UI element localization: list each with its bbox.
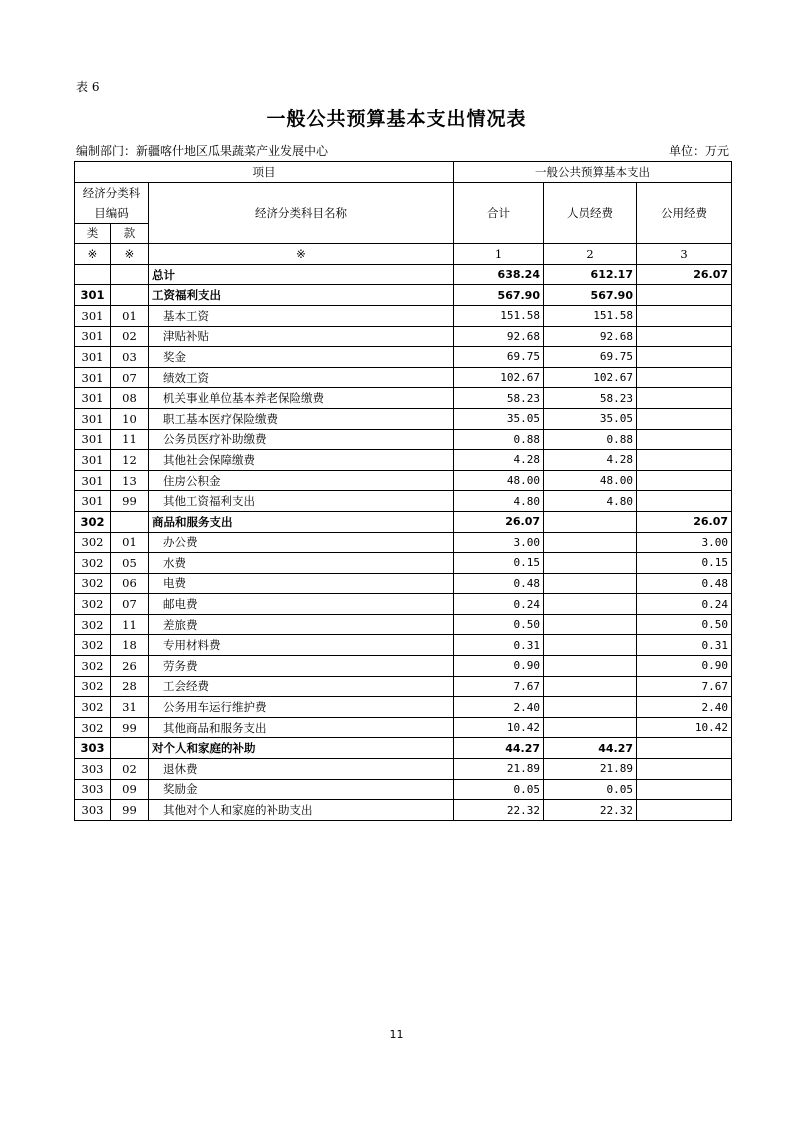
table-row [75, 264, 732, 285]
cell-public [637, 759, 732, 780]
cell-public [637, 779, 732, 800]
cell-personnel: 4.80 [544, 491, 637, 512]
index-col-1: 1 [454, 244, 544, 265]
cell-public [637, 429, 732, 450]
table-row [75, 347, 732, 368]
header-group: 一般公共预算基本支出 [454, 162, 732, 183]
cell-lei: 302 [75, 656, 111, 677]
header-kuan: 款 [111, 223, 149, 244]
cell-total: 26.07 [454, 511, 544, 532]
header-row-1 [75, 162, 732, 183]
cell-personnel: 102.67 [544, 367, 637, 388]
table-body [75, 162, 732, 821]
cell-lei: 302 [75, 697, 111, 718]
cell-total: 0.24 [454, 594, 544, 615]
cell-personnel: 612.17 [544, 264, 637, 285]
header-col-personnel: 人员经费 [544, 182, 637, 244]
table-row [75, 408, 732, 429]
cell-personnel [544, 635, 637, 656]
cell-public [637, 285, 732, 306]
header-name-label: 经济分类科目名称 [149, 182, 454, 244]
cell-kuan: 02 [111, 759, 149, 780]
cell-name: 职工基本医疗保险缴费 [149, 408, 454, 429]
cell-lei: 303 [75, 738, 111, 759]
cell-kuan: 01 [111, 305, 149, 326]
table-row [75, 759, 732, 780]
cell-public [637, 388, 732, 409]
cell-kuan: 11 [111, 614, 149, 635]
cell-public [637, 450, 732, 471]
table-row [75, 614, 732, 635]
cell-personnel [544, 717, 637, 738]
index-mark-kuan: ※ [111, 244, 149, 265]
cell-name: 总计 [149, 264, 454, 285]
table-row [75, 326, 732, 347]
cell-public: 0.31 [637, 635, 732, 656]
cell-personnel [544, 614, 637, 635]
cell-name: 电费 [149, 573, 454, 594]
cell-kuan: 26 [111, 656, 149, 677]
page-title: 一般公共预算基本支出情况表 [266, 108, 527, 130]
cell-lei: 302 [75, 635, 111, 656]
cell-total: 102.67 [454, 367, 544, 388]
cell-name: 退休费 [149, 759, 454, 780]
table-row [75, 779, 732, 800]
index-col-3: 3 [637, 244, 732, 265]
header-project: 项目 [75, 162, 454, 183]
cell-personnel [544, 553, 637, 574]
cell-public: 3.00 [637, 532, 732, 553]
header-lei: 类 [75, 223, 111, 244]
cell-public [637, 470, 732, 491]
cell-public: 0.15 [637, 553, 732, 574]
cell-personnel [544, 676, 637, 697]
cell-total: 7.67 [454, 676, 544, 697]
cell-name: 其他工资福利支出 [149, 491, 454, 512]
cell-kuan: 13 [111, 470, 149, 491]
cell-personnel [544, 697, 637, 718]
cell-public: 10.42 [637, 717, 732, 738]
page-number: 11 [389, 1028, 404, 1041]
cell-total: 92.68 [454, 326, 544, 347]
table-row [75, 697, 732, 718]
cell-total: 0.90 [454, 656, 544, 677]
cell-personnel: 22.32 [544, 800, 637, 821]
cell-kuan [111, 264, 149, 285]
cell-personnel [544, 573, 637, 594]
cell-kuan: 07 [111, 367, 149, 388]
cell-personnel: 69.75 [544, 347, 637, 368]
cell-public [637, 738, 732, 759]
header-col-total: 合计 [454, 182, 544, 244]
cell-personnel: 58.23 [544, 388, 637, 409]
cell-total: 2.40 [454, 697, 544, 718]
cell-personnel [544, 532, 637, 553]
table-row [75, 676, 732, 697]
cell-public: 7.67 [637, 676, 732, 697]
cell-name: 劳务费 [149, 656, 454, 677]
cell-public [637, 326, 732, 347]
cell-kuan: 18 [111, 635, 149, 656]
header-col-public: 公用经费 [637, 182, 732, 244]
cell-kuan: 09 [111, 779, 149, 800]
cell-lei: 303 [75, 800, 111, 821]
table-row [75, 429, 732, 450]
table-row [75, 573, 732, 594]
cell-total: 3.00 [454, 532, 544, 553]
cell-personnel: 4.28 [544, 450, 637, 471]
cell-total: 0.05 [454, 779, 544, 800]
table-row [75, 470, 732, 491]
table-row [75, 285, 732, 306]
cell-total: 44.27 [454, 738, 544, 759]
cell-lei: 301 [75, 470, 111, 491]
index-mark-name: ※ [149, 244, 454, 265]
cell-kuan: 99 [111, 491, 149, 512]
cell-name: 专用材料费 [149, 635, 454, 656]
cell-lei: 301 [75, 326, 111, 347]
cell-name: 邮电费 [149, 594, 454, 615]
cell-name: 办公费 [149, 532, 454, 553]
cell-lei: 303 [75, 759, 111, 780]
cell-name: 奖金 [149, 347, 454, 368]
cell-total: 638.24 [454, 264, 544, 285]
table-row [75, 656, 732, 677]
cell-name: 其他对个人和家庭的补助支出 [149, 800, 454, 821]
cell-lei: 303 [75, 779, 111, 800]
cell-personnel [544, 594, 637, 615]
cell-public [637, 305, 732, 326]
cell-total: 4.80 [454, 491, 544, 512]
cell-total: 151.58 [454, 305, 544, 326]
table-row [75, 532, 732, 553]
header-code-label: 经济分类科目编码 [75, 182, 149, 223]
cell-personnel [544, 511, 637, 532]
cell-kuan [111, 511, 149, 532]
cell-lei: 301 [75, 429, 111, 450]
cell-kuan [111, 738, 149, 759]
cell-lei: 302 [75, 553, 111, 574]
cell-total: 4.28 [454, 450, 544, 471]
cell-kuan: 02 [111, 326, 149, 347]
table-row [75, 635, 732, 656]
cell-total: 10.42 [454, 717, 544, 738]
cell-personnel: 151.58 [544, 305, 637, 326]
cell-lei: 302 [75, 532, 111, 553]
header-row-index [75, 244, 732, 265]
cell-total: 0.88 [454, 429, 544, 450]
cell-personnel: 35.05 [544, 408, 637, 429]
table-row [75, 594, 732, 615]
cell-personnel: 0.88 [544, 429, 637, 450]
cell-name: 工会经费 [149, 676, 454, 697]
table-row [75, 388, 732, 409]
cell-total: 0.15 [454, 553, 544, 574]
cell-name: 公务用车运行维护费 [149, 697, 454, 718]
cell-personnel: 48.00 [544, 470, 637, 491]
cell-lei: 301 [75, 347, 111, 368]
cell-lei: 302 [75, 676, 111, 697]
cell-lei: 301 [75, 285, 111, 306]
table-number: 表 6 [76, 80, 100, 94]
cell-public: 26.07 [637, 264, 732, 285]
cell-lei [75, 264, 111, 285]
budget-table [74, 161, 732, 821]
table-row [75, 738, 732, 759]
cell-kuan: 06 [111, 573, 149, 594]
cell-personnel: 21.89 [544, 759, 637, 780]
cell-lei: 302 [75, 614, 111, 635]
cell-lei: 302 [75, 573, 111, 594]
cell-personnel: 44.27 [544, 738, 637, 759]
compiling-department: 编制部门：新疆喀什地区瓜果蔬菜产业发展中心 [76, 144, 329, 158]
cell-public [637, 408, 732, 429]
cell-lei: 301 [75, 305, 111, 326]
cell-name: 工资福利支出 [149, 285, 454, 306]
table-row [75, 800, 732, 821]
cell-total: 0.31 [454, 635, 544, 656]
cell-total: 48.00 [454, 470, 544, 491]
cell-total: 22.32 [454, 800, 544, 821]
cell-public: 0.50 [637, 614, 732, 635]
cell-total: 21.89 [454, 759, 544, 780]
cell-lei: 301 [75, 367, 111, 388]
cell-kuan: 99 [111, 717, 149, 738]
cell-lei: 302 [75, 511, 111, 532]
cell-name: 基本工资 [149, 305, 454, 326]
cell-public: 2.40 [637, 697, 732, 718]
table-row [75, 491, 732, 512]
cell-public: 26.07 [637, 511, 732, 532]
cell-kuan: 31 [111, 697, 149, 718]
cell-personnel [544, 656, 637, 677]
cell-kuan: 05 [111, 553, 149, 574]
cell-name: 对个人和家庭的补助 [149, 738, 454, 759]
cell-name: 住房公积金 [149, 470, 454, 491]
cell-kuan: 12 [111, 450, 149, 471]
cell-personnel: 92.68 [544, 326, 637, 347]
cell-public [637, 491, 732, 512]
cell-name: 差旅费 [149, 614, 454, 635]
cell-kuan: 07 [111, 594, 149, 615]
cell-public [637, 367, 732, 388]
cell-lei: 302 [75, 717, 111, 738]
cell-lei: 301 [75, 491, 111, 512]
cell-kuan: 08 [111, 388, 149, 409]
cell-name: 绩效工资 [149, 367, 454, 388]
cell-public [637, 347, 732, 368]
cell-name: 商品和服务支出 [149, 511, 454, 532]
cell-name: 津贴补贴 [149, 326, 454, 347]
cell-lei: 301 [75, 408, 111, 429]
unit-label: 单位：万元 [668, 144, 729, 158]
cell-kuan: 03 [111, 347, 149, 368]
cell-lei: 301 [75, 450, 111, 471]
table-row [75, 367, 732, 388]
cell-name: 其他社会保障缴费 [149, 450, 454, 471]
cell-kuan [111, 285, 149, 306]
cell-name: 机关事业单位基本养老保险缴费 [149, 388, 454, 409]
cell-total: 567.90 [454, 285, 544, 306]
cell-name: 水费 [149, 553, 454, 574]
table-row [75, 511, 732, 532]
table-row [75, 305, 732, 326]
index-col-2: 2 [544, 244, 637, 265]
index-mark-lei: ※ [75, 244, 111, 265]
table-row [75, 553, 732, 574]
cell-total: 35.05 [454, 408, 544, 429]
cell-total: 0.48 [454, 573, 544, 594]
cell-kuan: 99 [111, 800, 149, 821]
cell-personnel: 567.90 [544, 285, 637, 306]
cell-personnel: 0.05 [544, 779, 637, 800]
cell-kuan: 11 [111, 429, 149, 450]
table-row [75, 717, 732, 738]
cell-public: 0.90 [637, 656, 732, 677]
cell-name: 奖励金 [149, 779, 454, 800]
cell-total: 58.23 [454, 388, 544, 409]
cell-public [637, 800, 732, 821]
cell-kuan: 10 [111, 408, 149, 429]
cell-public: 0.48 [637, 573, 732, 594]
table-row [75, 450, 732, 471]
cell-name: 其他商品和服务支出 [149, 717, 454, 738]
cell-total: 0.50 [454, 614, 544, 635]
cell-kuan: 28 [111, 676, 149, 697]
cell-lei: 301 [75, 388, 111, 409]
cell-total: 69.75 [454, 347, 544, 368]
cell-kuan: 01 [111, 532, 149, 553]
cell-name: 公务员医疗补助缴费 [149, 429, 454, 450]
cell-lei: 302 [75, 594, 111, 615]
cell-public: 0.24 [637, 594, 732, 615]
